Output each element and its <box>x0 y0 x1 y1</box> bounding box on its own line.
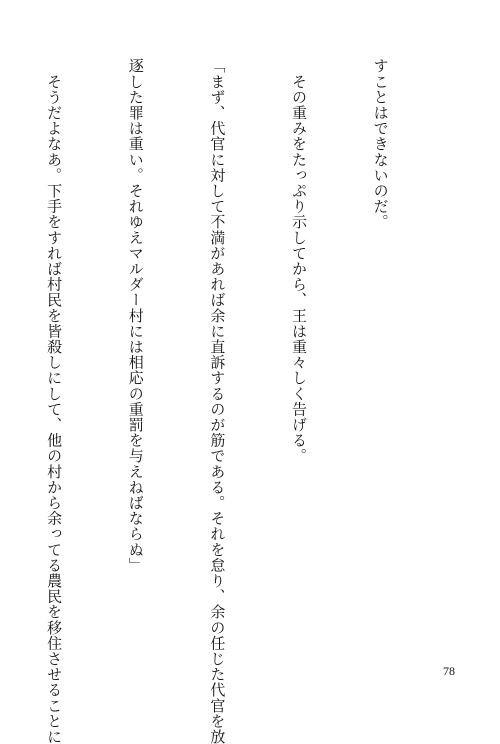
text-line: 「まず、代官に対して不満があれば余に直訴するのが筋である。それを怠り、余の任じた代官を放 <box>208 58 227 744</box>
vertical-body-text <box>0 58 448 744</box>
text-line: そうだよなあ。下手をすれば村民を皆殺しにして、他の村から余ってる農民を移住させることに <box>45 58 64 744</box>
text-line: その重みをたっぷり示してから、王は重々しく告げる。 <box>289 58 308 464</box>
page-number: 78 <box>443 664 455 678</box>
text-line: 逐した罪は重い。それゆえマルダー村には相応の重罰を与えねばならぬ」 <box>126 58 145 573</box>
text-line: すことはできないのだ。 <box>371 58 390 230</box>
